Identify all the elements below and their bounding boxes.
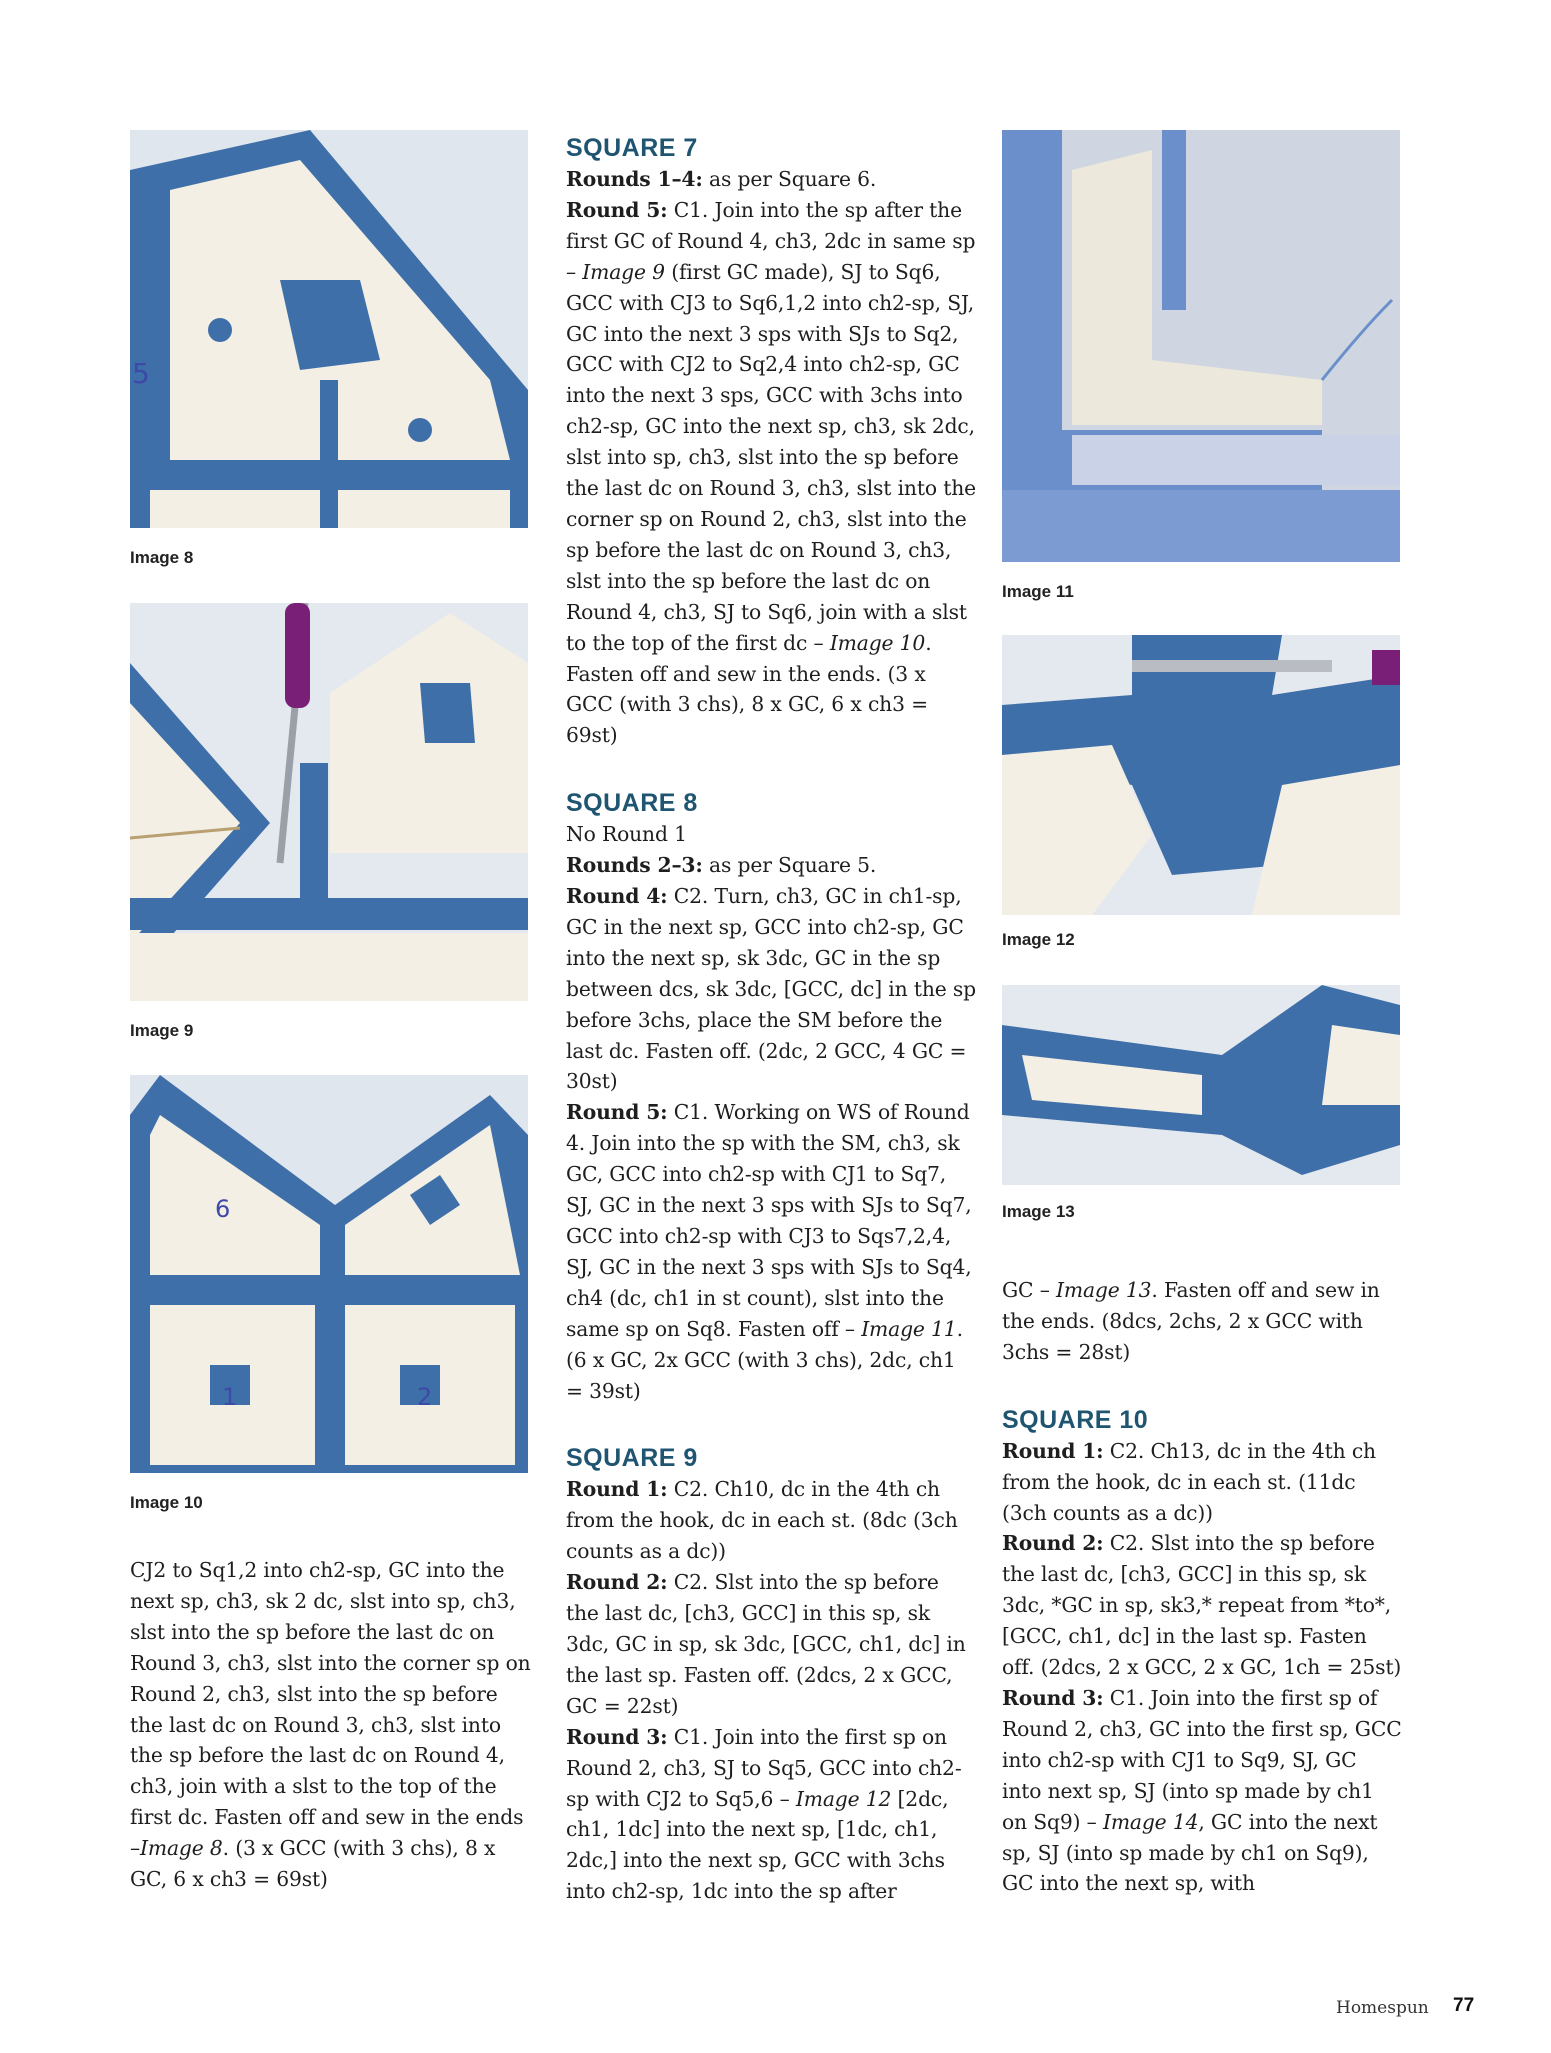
- square-10-heading: SQUARE 10: [1002, 1405, 1149, 1434]
- square-8-no-round-1: No Round 1: [566, 822, 687, 847]
- image-11-caption: Image 11: [1002, 582, 1074, 601]
- page-number: 77: [1453, 1995, 1475, 2016]
- image-10-label-6: 6: [215, 1195, 231, 1223]
- square-7-round-5: Round 5: C1. Join into the sp after the first GC of Round 4, ch3, 2dc in same sp – Image 9 (first GC made), SJ to Sq6, GCC with CJ3 to Sq6,1,2 into ch2-sp, SJ, GC into the next 3 sps with SJs to Sq2, GCC with CJ2 to Sq2,4 into ch2-sp, GC into the next 3 sps, GCC with 3chs into ch2-sp, GC into the next sp, ch3, sk 2dc, slst into sp, ch3, slst into the sp before the last dc on Round 3, ch3, slst into the corner sp on Round 2, ch3, slst into the sp before the last dc on Round 3, ch3, slst into the sp before the last dc on Round 4, ch3, SJ to Sq6, join with a slst to the top of the first dc – Image 10. Fasten off and sew in the ends. (3 x GCC (with 3 chs), 8 x GC, 6 x ch3 = 69st): [566, 197, 976, 748]
- square-8-round-4: Round 4: C2. Turn, ch3, GC in ch1-sp, GC in the next sp, GCC into ch2-sp, GC into the next sp, sk 3dc, GC in the sp between dcs, sk 3dc, [GCC, dc] in the sp before 3chs, place the SM before the last dc. Fasten off. (2dc, 2 GCC, 4 GC = 30st): [566, 884, 977, 1094]
- square-8-round-5: Round 5: C1. Working on WS of Round 4. Join into the sp with the SM, ch3, sk GC, GCC into ch2-sp with CJ1 to Sq7, SJ, GC in the next 3 sps with SJs to Sq7, GCC into ch2-sp with CJ3 to Sqs7,2,4, SJ, GC in the next 3 sps with SJs to Sq4, ch4 (dc, ch1 in st count), slst into the same sp on Sq8. Fasten off – Image 11. (6 x GC, 2x GCC (with 3 chs), 2dc, ch1 = 39st): [566, 1100, 972, 1403]
- image-14-ref: Image 14: [1102, 1809, 1199, 1834]
- image-9-caption: Image 9: [130, 1021, 194, 1040]
- square-7-rounds-1-4: Rounds 1–4: as per Square 6.: [566, 167, 877, 191]
- image-10-ref: Image 10: [829, 630, 926, 655]
- square-6-continuation: CJ2 to Sq1,2 into ch2-sp, GC into the next sp, ch3, sk 2 dc, slst into sp, ch3, slst into the sp before the last dc on Round 3, ch3, slst into the corner sp on Round 2, ch3, slst into the sp before the last dc on Round 3, ch3, slst into the sp before the last dc on Round 4, ch3, join with a slst to the top of the first dc. Fasten off and sew in the ends –Image 8. (3 x GCC (with 3 chs), 8 x GC, 6 x ch3 = 69st): [130, 1558, 531, 1892]
- square-10-round-2: Round 2: C2. Slst into the sp before the last dc, [ch3, GCC] in this sp, sk 3dc, *GC in sp, sk3,* repeat from *to*, [GCC, ch1, dc] in the last sp. Fasten off. (2dcs, 2 x GCC, 2 x GC, 1ch = 25st): [1002, 1531, 1402, 1680]
- image-10-label-2: 2: [417, 1383, 433, 1411]
- image-11-ref: Image 11: [861, 1316, 957, 1341]
- image-10-caption: Image 10: [130, 1493, 203, 1512]
- image-12-caption: Image 12: [1002, 930, 1075, 949]
- square-10-round-1: Round 1: C2. Ch13, dc in the 4th ch from the hook, dc in each st. (11dc (3ch counts as a dc)): [1002, 1438, 1376, 1525]
- square-9-round-2: Round 2: C2. Slst into the sp before the last dc, [ch3, GCC] in this sp, sk 3dc, GC in sp, sk 3dc, [GCC, ch1, dc] in the last sp. Fasten off. (2dcs, 2 x GCC, GC = 22st): [566, 1570, 966, 1718]
- image-13-ref: Image 13: [1056, 1278, 1152, 1302]
- square-8-rounds-2-3: Rounds 2–3: as per Square 5.: [566, 853, 877, 878]
- square-7-heading: SQUARE 7: [566, 134, 698, 162]
- image-10-label-1: 1: [222, 1383, 238, 1411]
- image-13-caption: Image 13: [1002, 1202, 1075, 1221]
- square-9-round-1: Round 1: C2. Ch10, dc in the 4th ch from the hook, dc in each st. (8dc (3ch counts as a dc)): [566, 1477, 958, 1564]
- image-9-photo: [130, 603, 528, 1001]
- square-9-heading: SQUARE 9: [566, 1444, 698, 1473]
- right-column-text: [1002, 1275, 1402, 1899]
- image-13-photo: [1002, 985, 1400, 1185]
- square-9-round-3: Round 3: C1. Join into the first sp on Round 2, ch3, SJ to Sq5, GCC into ch2-sp with CJ2 to Sq5,6 – Image 12 [2dc, ch1, 1dc] into the next sp, [1dc, ch1, 2dc,] into the next sp, GCC with 3chs into ch2-sp, 1dc into the sp after: [566, 1724, 962, 1904]
- image-8-square-number: 5: [132, 357, 150, 390]
- image-8-caption: Image 8: [130, 548, 194, 567]
- image-12-photo: [1002, 635, 1400, 915]
- image-11-photo: [1002, 130, 1400, 562]
- image-8-ref: Image 8: [140, 1836, 223, 1861]
- square-9-continuation: GC – Image 13. Fasten off and sew in the ends. (8dcs, 2chs, 2 x GCC with 3chs = 28st): [1002, 1278, 1380, 1364]
- magazine-name: Homespun: [1336, 1998, 1429, 2018]
- square-8-heading: SQUARE 8: [566, 789, 698, 818]
- image-10-photo: [130, 1075, 528, 1473]
- image-9-ref: Image 9: [582, 259, 665, 284]
- left-column-text: [130, 1555, 535, 1895]
- middle-column-text: [566, 132, 976, 1907]
- image-8-photo: [130, 130, 528, 528]
- image-12-ref: Image 12: [795, 1786, 892, 1811]
- square-10-round-3: Round 3: C1. Join into the first sp of Round 2, ch3, GC into the first sp, GCC into ch2-sp with CJ1 to Sq9, SJ, GC into next sp, SJ (into sp made by ch1 on Sq9) – Image 14, GC into the next sp, SJ (into sp made by ch1 on Sq9), GC into the next sp, with: [1002, 1685, 1402, 1896]
